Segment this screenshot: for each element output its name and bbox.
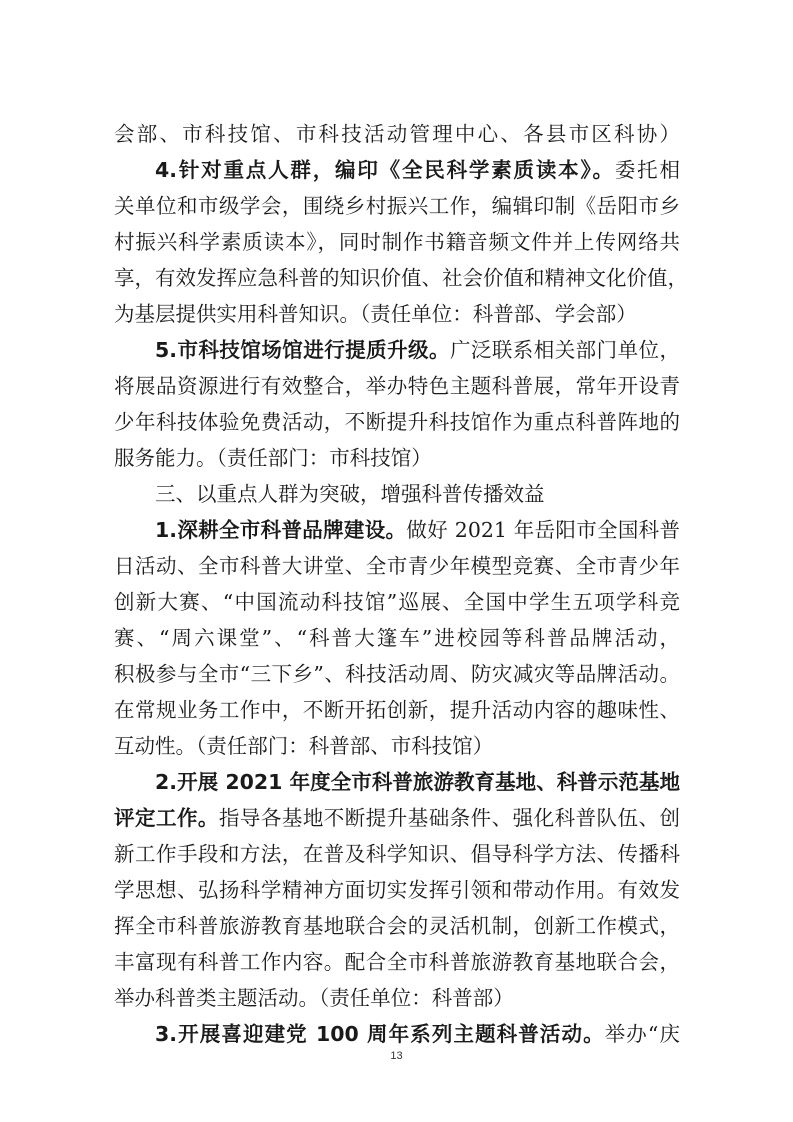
text-line-19 xyxy=(114,764,680,800)
item-heading-4: 4.针对重点人群，编印《全民科学素质读本》。 xyxy=(155,158,615,182)
text-line-15: 赛、“周六课堂”、“科普大篷车”进校园等科普品牌活动， xyxy=(114,626,680,650)
text-line-16: 积极参与全市“三下乡”、科技活动周、防灾减灾等品牌活动。 xyxy=(114,662,680,686)
text-line-3: 关单位和市级学会，围绕乡村振兴工作，编辑印制《岳阳市乡 xyxy=(114,194,680,218)
text-line-26: 3.开展喜迎建党 100 周年系列主题科普活动。举办“庆 xyxy=(155,1022,680,1046)
text-line-22: 学思想、弘扬科学精神方面切实发挥引领和带动作用。有效发 xyxy=(114,878,680,902)
text-line-25: 举办科普类主题活动。（责任单位：科普部） xyxy=(114,986,514,1010)
text-line-7: 5.市科技馆场馆进行提质升级。广泛联系相关部门单位， xyxy=(155,338,680,362)
text-line-9: 少年科技体验免费活动，不断提升科技馆作为重点科普阵地的 xyxy=(114,410,680,434)
text-line-4: 村振兴科学素质读本》，同时制作书籍音频文件并上传网络共 xyxy=(114,230,680,254)
document-body xyxy=(114,116,688,1052)
text-line-21: 新工作手段和方法，在普及科学知识、倡导科学方法、传播科 xyxy=(114,842,680,866)
item-heading-5: 5.市科技馆场馆进行提质升级。 xyxy=(155,338,450,362)
item-heading-1: 1.深耕全市科普品牌建设。 xyxy=(155,518,407,542)
text-line-20: 评定工作。指导各基地不断提升基础条件、强化科普队伍、创 xyxy=(114,806,681,830)
text-line-8: 将展品资源进行有效整合，举办特色主题科普展，常年开设青 xyxy=(114,374,680,398)
item-heading-2: 2.开展 2021 年度全市科普旅游教育基地、科普示范基地 xyxy=(155,770,680,794)
text-line-12: 1.深耕全市科普品牌建设。做好 2021 年岳阳市全国科普 xyxy=(155,518,680,542)
page-number: 13 xyxy=(390,1050,403,1062)
text-line-2: 4.针对重点人群，编印《全民科学素质读本》。委托相 xyxy=(155,158,680,182)
text-line-23: 挥全市科普旅游教育基地联合会的灵活机制，创新工作模式， xyxy=(114,914,680,938)
text-line-1: 会部、市科技馆、市科技活动管理中心、各县市区科协） xyxy=(114,122,680,146)
text-line-14: 创新大赛、“中国流动科技馆”巡展、全国中学生五项学科竞 xyxy=(114,590,680,614)
text-line-18: 互动性。（责任部门：科普部、市科技馆） xyxy=(114,734,494,758)
item-heading-2-cont: 评定工作。 xyxy=(114,806,219,830)
text-line-6: 为基层提供实用科普知识。（责任单位：科普部、学会部） xyxy=(114,302,637,326)
text-line-17: 在常规业务工作中，不断开拓创新，提升活动内容的趣味性、 xyxy=(114,698,680,722)
text-line-24: 丰富现有科普工作内容。配合全市科普旅游教育基地联合会， xyxy=(114,950,680,974)
item-heading-3: 3.开展喜迎建党 100 周年系列主题科普活动。 xyxy=(155,1022,605,1046)
text-line-13: 日活动、全市科普大讲堂、全市青少年模型竞赛、全市青少年 xyxy=(114,554,680,578)
text-line-10: 服务能力。（责任部门：市科技馆） xyxy=(114,446,432,470)
section-heading-3: 三、以重点人群为突破，增强科普传播效益 xyxy=(155,482,545,506)
text-line-5: 享，有效发挥应急科普的知识价值、社会价值和精神文化价值， xyxy=(114,266,688,290)
